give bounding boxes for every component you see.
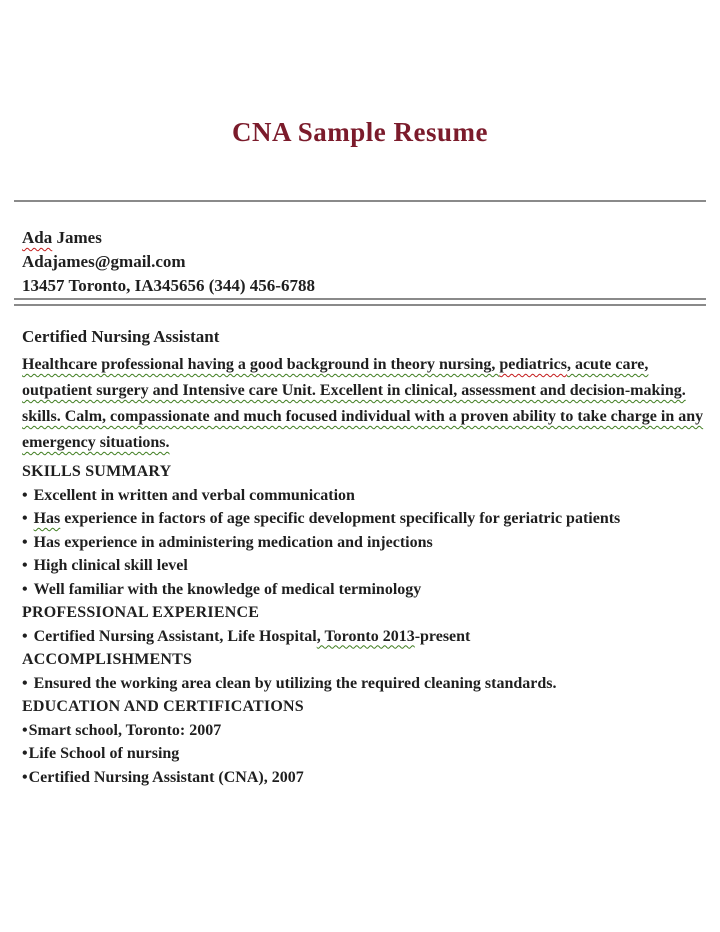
objective-line-3: skills. Calm, compassionate and much focused individual with a proven ability to take charge in any <box>22 408 704 425</box>
bullet-icon: • <box>22 580 28 598</box>
bullet-icon: • <box>22 745 28 762</box>
bullet-icon: • <box>22 510 28 527</box>
bullet-icon: • <box>22 768 28 786</box>
contact-name <box>22 226 705 250</box>
objective-line-1-seg-c: , acute care, <box>566 356 649 373</box>
skills-item: • High clinical skill level <box>22 557 188 574</box>
experience-heading: PROFESSIONAL EXPERIENCE <box>22 604 260 621</box>
education-heading: EDUCATION AND CERTIFICATIONS <box>22 698 304 715</box>
objective-line-2: outpatient surgery and Intensive care Unit. Excellent in clinical, assessment and decision-making. <box>22 382 686 399</box>
contact-email: Adajames@gmail.com <box>22 252 186 271</box>
contact-name-flagged: Ada <box>22 228 53 247</box>
objective-line-1 <box>22 352 705 378</box>
resume-sections <box>22 460 705 789</box>
education-item: •Smart school, Toronto: 2007 <box>22 721 222 739</box>
contact-address: 13457 Toronto, IA345656 (344) 456-6788 <box>22 276 315 295</box>
skills-item: • Well familiar with the knowledge of medical terminology <box>22 580 422 598</box>
contact-name-rest: James <box>52 228 102 247</box>
accomplishments-heading: ACCOMPLISHMENTS <box>22 651 193 668</box>
bullet-icon: • <box>22 674 28 692</box>
bullet-icon: • <box>22 627 28 645</box>
divider-single <box>14 200 706 202</box>
contact-block <box>22 226 705 298</box>
skills-item: • Has experience in administering medication and injections <box>22 533 433 551</box>
page-title: CNA Sample Resume <box>232 117 488 147</box>
skills-heading: SKILLS SUMMARY <box>22 463 172 480</box>
objective-line-4: emergency situations. <box>22 434 170 451</box>
objective-line-1-seg-flagged: pediatrics <box>499 356 567 373</box>
objective-paragraph <box>22 352 705 456</box>
skills-item: • Excellent in written and verbal communication <box>22 486 355 504</box>
objective-heading: Certified Nursing Assistant <box>22 327 220 346</box>
skills-item: • Has experience in factors of age specific development specifically for geriatric patients <box>22 510 621 527</box>
education-item: •Life School of nursing <box>22 745 180 762</box>
accomplishments-item: • Ensured the working area clean by utilizing the required cleaning standards. <box>22 674 557 692</box>
education-item: •Certified Nursing Assistant (CNA), 2007 <box>22 768 304 786</box>
bullet-icon: • <box>22 486 28 504</box>
objective-line-1-seg-a: Healthcare professional having a good background in theory nursing, <box>22 356 500 373</box>
bullet-icon: • <box>22 557 28 574</box>
bullet-icon: • <box>22 721 28 739</box>
bullet-icon: • <box>22 533 28 551</box>
experience-item: • Certified Nursing Assistant, Life Hospital, Toronto 2013-present <box>22 627 471 645</box>
divider-double <box>14 298 706 306</box>
